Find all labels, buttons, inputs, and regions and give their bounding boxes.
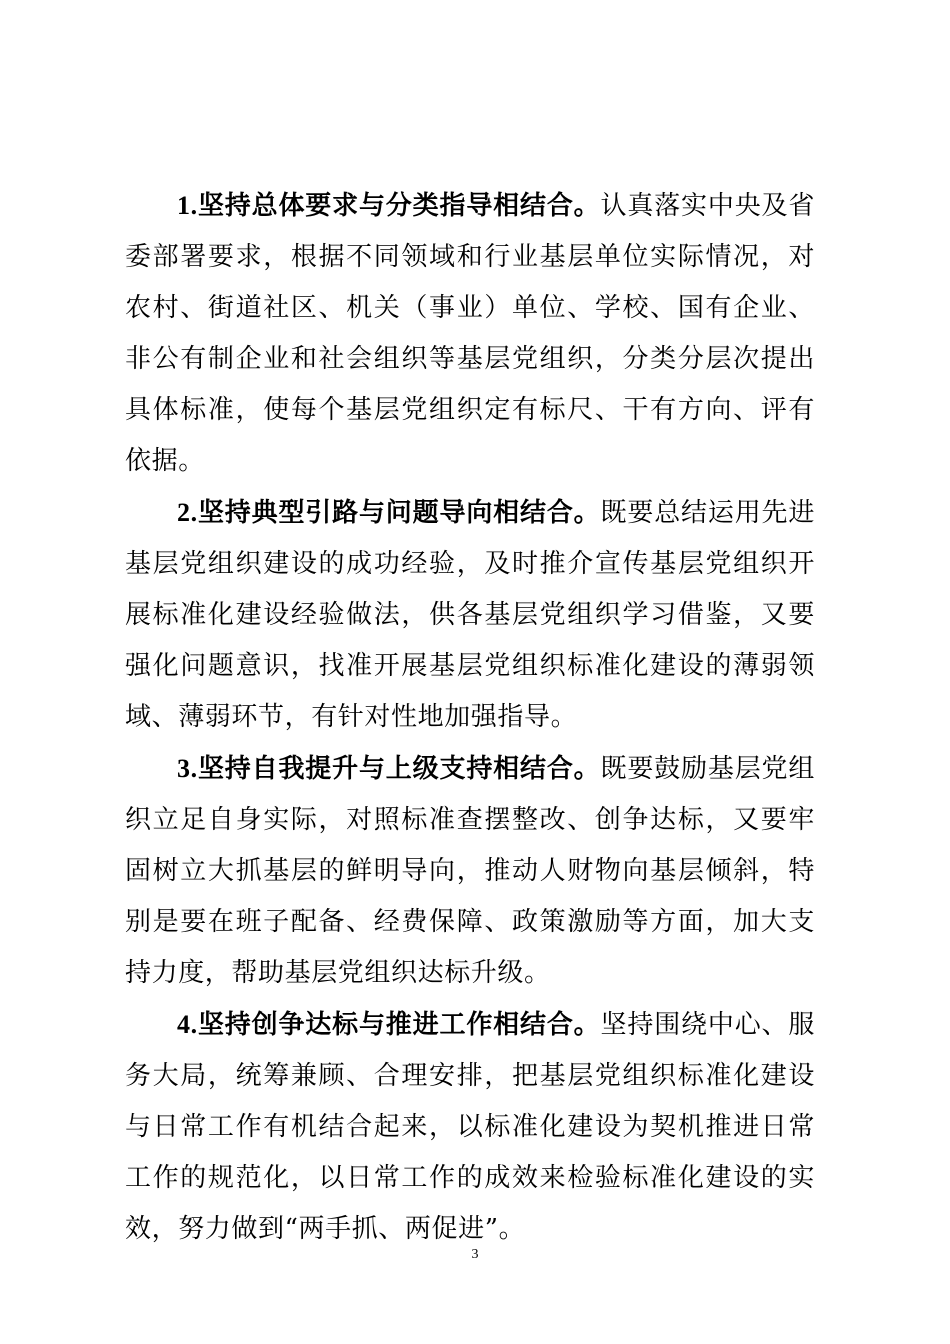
paragraph-4-text: 坚持围绕中心、服务大局，统筹兼顾、合理安排，把基层党组织标准化建设与日常工作有机结合起来，以标准化建设为契机推进日常工作的规范化，以日常工作的成效来检验标准化建设的实效，努力做到“两手抓、两促进”。 xyxy=(125,1010,815,1244)
paragraph-2 xyxy=(125,487,815,743)
page-number: 3 xyxy=(471,1247,479,1262)
paragraph-2-heading-text: 坚持典型引路与问题导向相结合。 xyxy=(197,498,601,528)
paragraph-3-heading-text: 坚持自我提升与上级支持相结合。 xyxy=(197,754,601,784)
paragraph-3-text: 既要鼓励基层党组织立足自身实际，对照标准查摆整改、创争达标，又要牢固树立大抓基层的鲜明导向，推动人财物向基层倾斜，特别是要在班子配备、经费保障、政策激励等方面，加大支持力度，帮助基层党组织达标升级。 xyxy=(125,754,815,988)
paragraph-1-heading-text: 坚持总体要求与分类指导相结合。 xyxy=(197,191,601,221)
paragraph-2-heading xyxy=(177,498,601,528)
paragraph-1-text: 认真落实中央及省委部署要求，根据不同领域和行业基层单位实际情况，对农村、街道社区、机关（事业）单位、学校、国有企业、非公有制企业和社会组织等基层党组织，分类分层次提出具体标准，使每个基层党组织定有标尺、干有方向、评有依据。 xyxy=(125,191,815,476)
document-body xyxy=(125,180,815,1255)
paragraph-3-number: 3. xyxy=(177,754,198,783)
paragraph-4-heading xyxy=(177,1010,601,1040)
paragraph-3 xyxy=(125,743,815,999)
paragraph-1-number: 1. xyxy=(177,191,198,220)
paragraph-2-text: 既要总结运用先进基层党组织建设的成功经验，及时推介宣传基层党组织开展标准化建设经验做法，供各基层党组织学习借鉴，又要强化问题意识，找准开展基层党组织标准化建设的薄弱领域、薄弱环节，有针对性地加强指导。 xyxy=(125,498,815,732)
paragraph-4 xyxy=(125,999,815,1255)
paragraph-1 xyxy=(125,180,815,487)
paragraph-2-number: 2. xyxy=(177,498,198,527)
paragraph-4-heading-text: 坚持创争达标与推进工作相结合。 xyxy=(197,1010,601,1040)
paragraph-4-number: 4. xyxy=(177,1010,198,1039)
paragraph-1-heading xyxy=(177,191,601,221)
paragraph-3-heading xyxy=(177,754,601,784)
